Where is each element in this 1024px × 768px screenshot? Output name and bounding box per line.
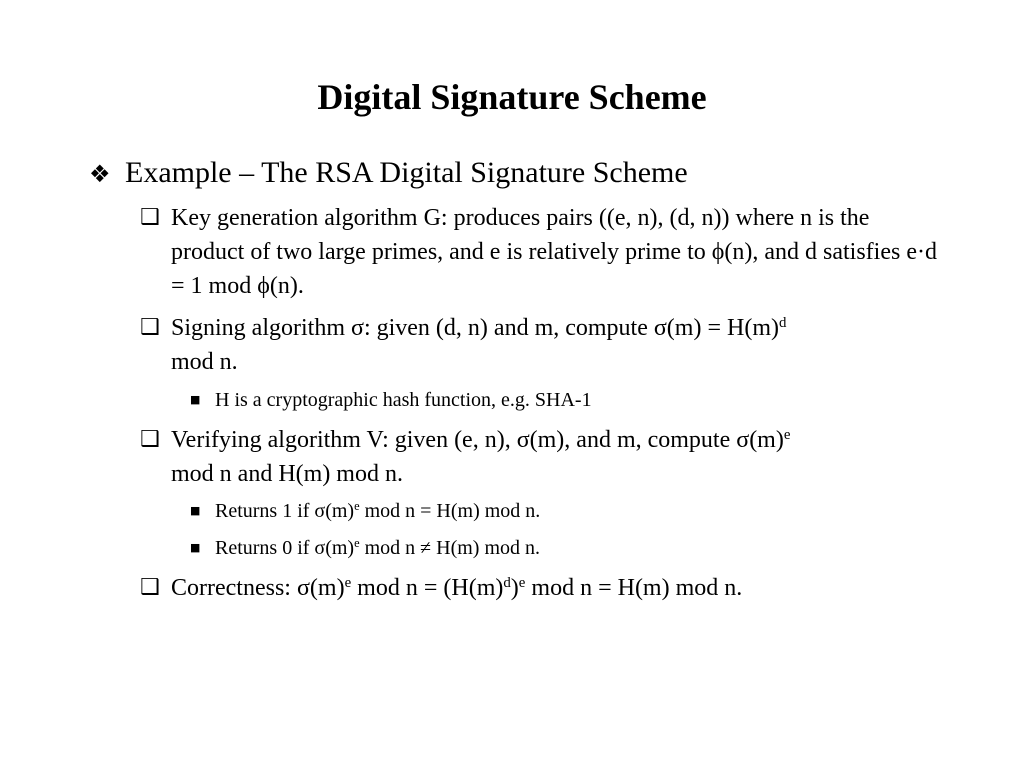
square-bullet-icon: ■ (190, 504, 201, 517)
sub-bullet-hash (190, 386, 592, 414)
example-heading: Example – The RSA Digital Signature Scheme (125, 156, 688, 189)
verifying-text: Verifying algorithm V: given (e, n), σ(m), and m, compute $\sigma(m)^e$ mod n and H(m) mod n. (171, 426, 791, 487)
checkbox-bullet-icon: ❑ (140, 427, 160, 452)
bullet-correctness (140, 571, 940, 605)
bullet-example (89, 154, 688, 193)
hash-text: H is a cryptographic hash function, e.g. SHA-1 (215, 389, 592, 411)
signing-text: Signing algorithm σ: given (d, n) and m, compute $\sigma(m) = H(m)^d$ mod n. (171, 314, 787, 375)
bullet-verifying (140, 423, 940, 491)
bullet-signing (140, 311, 940, 379)
verifying-exponent: e (783, 426, 791, 443)
square-bullet-icon: ■ (190, 393, 201, 406)
slide-title: Digital Signature Scheme (317, 77, 707, 117)
square-bullet-icon: ■ (190, 541, 201, 554)
diamond-bullet-icon: ❖ (89, 160, 111, 188)
sub-bullet-returns-0: ■ Returns 0 if $\sigma(m)^e$ mod n ≠ H(m) mod n. (190, 534, 540, 562)
checkbox-bullet-icon: ❑ (140, 205, 160, 230)
bullet-keygen (140, 201, 940, 303)
checkbox-bullet-icon: ❑ (140, 315, 160, 340)
keygen-text: Key generation algorithm G: produces pairs ((e, n), (d, n)) where n is the product of two large primes, and e is relatively prime to ϕ(n), and d satisfies e·d = 1 mod ϕ(n). (171, 205, 937, 299)
sub-bullet-returns-1: ■ Returns 1 if $\sigma(m)^e$ mod n = H(m) mod n. (190, 497, 540, 525)
checkbox-bullet-icon: ❑ (140, 575, 160, 600)
correctness-text: Correctness: $\sigma(m)^e$ mod $n = (H(m)^d)^e$ mod n = H(m) mod n. (171, 574, 743, 601)
signing-exponent: d (778, 314, 787, 331)
